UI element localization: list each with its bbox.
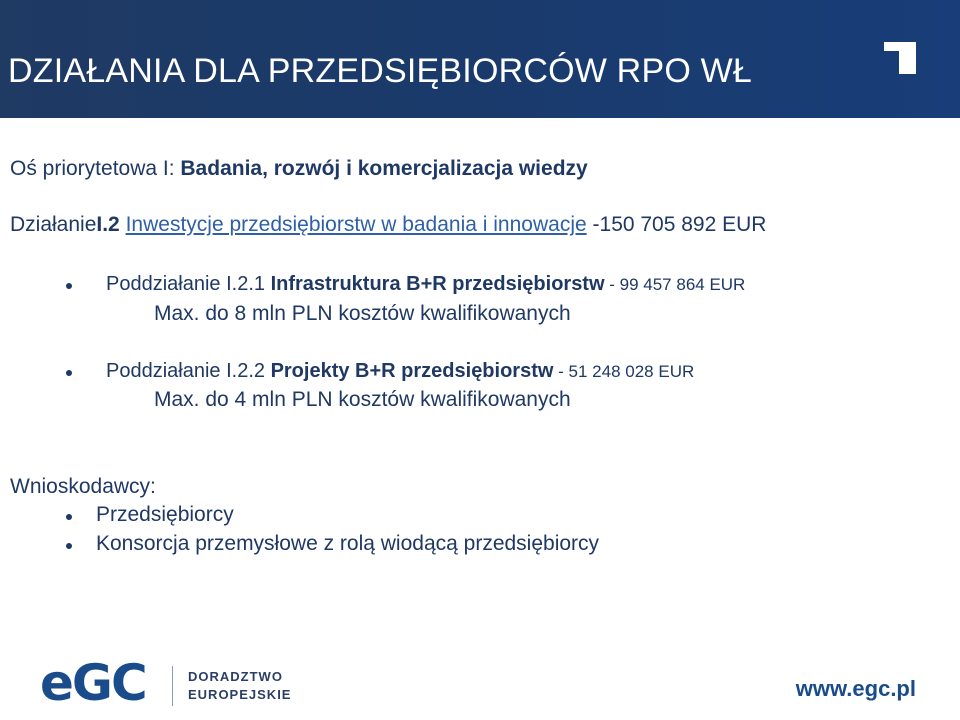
submeasure-2-note: Max. do 4 mln PLN kosztów kwalifikowanych bbox=[154, 388, 571, 411]
submeasure-2-label: Poddziałanie I.2.2 bbox=[106, 360, 271, 382]
submeasure-1 bbox=[106, 273, 745, 296]
submeasure-1-name: Infrastruktura B+R przedsiębiorstw bbox=[270, 273, 605, 295]
priority-axis-prefix: Oś priorytetowa I: bbox=[10, 157, 181, 180]
measure-amount: -150 705 892 EUR bbox=[592, 213, 767, 236]
bullet-icon bbox=[66, 543, 72, 549]
corner-bracket-icon bbox=[884, 42, 916, 74]
applicant-item: Przedsiębiorcy bbox=[96, 503, 234, 526]
bullet-icon bbox=[66, 370, 72, 376]
egc-logo-wordmark: eGC bbox=[40, 654, 146, 712]
measure-number: I.2 bbox=[96, 213, 120, 236]
website-link[interactable]: www.egc.pl bbox=[795, 676, 916, 701]
priority-axis-name: Badania, rozwój i komercjalizacja wiedzy bbox=[180, 157, 588, 180]
applicant-item: Konsorcja przemysłowe z rolą wiodącą przedsiębiorcy bbox=[96, 532, 600, 555]
submeasure-2 bbox=[106, 360, 694, 383]
bullet-icon bbox=[66, 283, 72, 289]
bullet-icon bbox=[66, 514, 72, 520]
measure-label: Działanie bbox=[10, 213, 97, 236]
measure-line bbox=[10, 213, 766, 237]
logo-line-2: EUROPEJSKIE bbox=[188, 687, 292, 702]
slide-header bbox=[0, 0, 960, 118]
submeasure-1-label: Poddziałanie I.2.1 bbox=[106, 273, 271, 295]
egc-logo bbox=[40, 654, 320, 712]
logo-divider bbox=[172, 666, 173, 706]
applicants-heading: Wnioskodawcy: bbox=[10, 475, 156, 498]
submeasure-1-amount: - 99 457 864 EUR bbox=[604, 275, 746, 294]
submeasure-1-note: Max. do 8 mln PLN kosztów kwalifikowanych bbox=[154, 302, 571, 325]
submeasure-2-name: Projekty B+R przedsiębiorstw bbox=[270, 360, 554, 382]
logo-line-1: DORADZTWO bbox=[188, 669, 283, 684]
slide-title: DZIAŁANIA DLA PRZEDSIĘBIORCÓW RPO WŁ bbox=[8, 52, 753, 90]
submeasure-2-amount: - 51 248 028 EUR bbox=[553, 362, 695, 381]
priority-axis bbox=[10, 157, 588, 181]
measure-name-link[interactable]: Inwestycje przedsiębiorstw w badania i innowacje bbox=[125, 213, 587, 236]
